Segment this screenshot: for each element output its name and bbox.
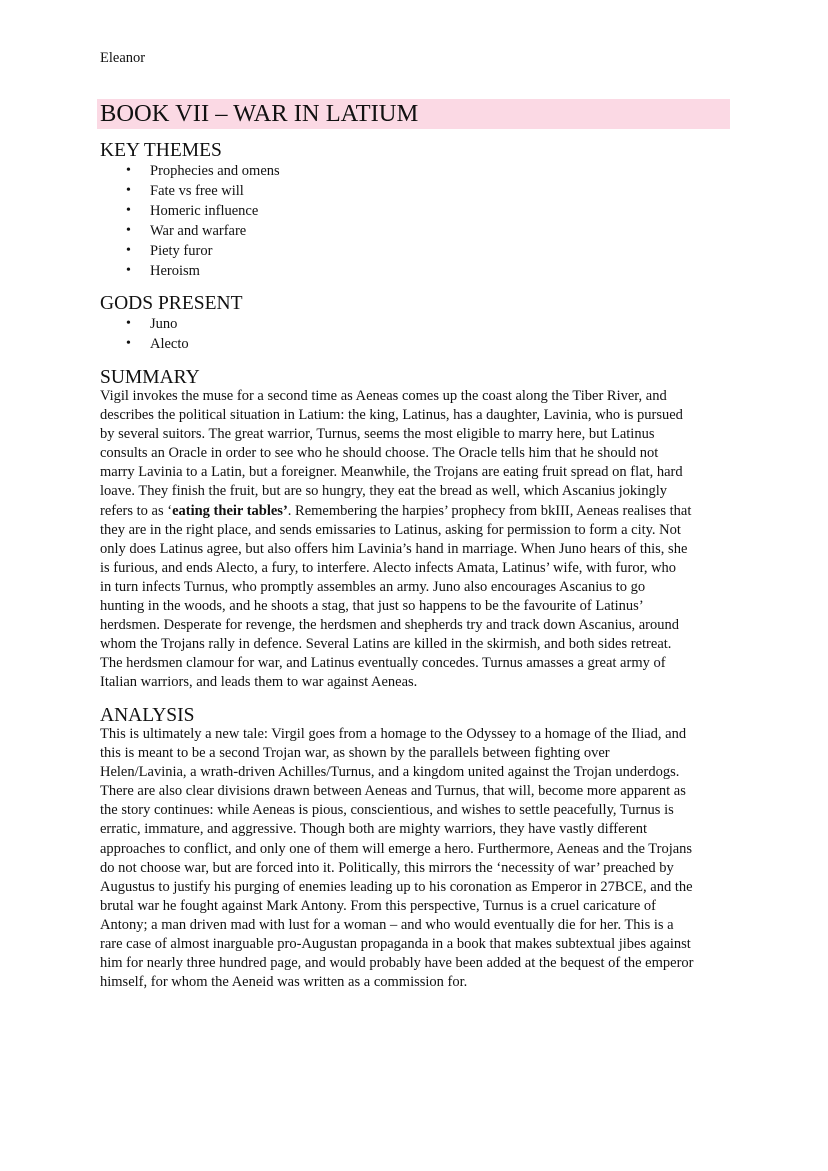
text-line: only does Latinus agree, but also offers him Lavinia’s hand in marriage. When Juno hears of this, she xyxy=(100,540,688,557)
text-line: whom the Trojans rally in defence. Several Latins are killed in the skirmish, and both sides retreat. xyxy=(100,636,672,653)
list-item-text: Alecto xyxy=(150,336,189,352)
text-line: herdsmen. Desperate for revenge, the herdsmen and shepherds try and track down Ascanius, around xyxy=(100,617,680,634)
page-title: BOOK VII – WAR IN LATIUM xyxy=(100,100,419,127)
list-item-text: Heroism xyxy=(150,263,200,279)
text-line: Augustus to justify his purging of enemies leading up to his coronation as Emperor in 27BCE, and the xyxy=(100,878,693,895)
bullet-icon: • xyxy=(126,163,131,178)
text-line: him for nearly three hundred page, and would probably have been added at the bequest of the emperor xyxy=(100,955,694,972)
bullet-icon: • xyxy=(126,263,131,278)
text-line: Helen/Lavinia, a wrath-driven Achilles/Turnus, and a kingdom united against the Trojan underdogs. xyxy=(100,764,680,781)
text-line: There are also clear divisions drawn between Aeneas and Turnus, that will, become more apparent as xyxy=(100,783,686,800)
text-line: erratic, immature, and aggressive. Though both are mighty warriors, they have vastly different xyxy=(100,821,648,838)
list-item-text: Piety furor xyxy=(150,243,213,259)
text-segment: refers to as ‘ xyxy=(100,502,173,519)
text-line: the story continues: while Aeneas is pious, conscientious, and wishes to settle peacefully, Turnus is xyxy=(100,802,674,819)
text-line: describes the political situation in Latium: the king, Latinus, has a daughter, Lavinia, who is pursued xyxy=(100,407,683,424)
text-line: in turn infects Turnus, who promptly assembles an army. Juno also encourages Ascanius to go xyxy=(100,578,646,595)
text-line: Antony; a man driven mad with lust for a woman – and who would eventually die for her. This is a xyxy=(100,916,674,933)
gods-present-list xyxy=(100,314,189,354)
text-line: The herdsmen clamour for war, and Latinus eventually concedes. Turnus amasses a great army of xyxy=(100,655,666,672)
text-line: rare case of almost inarguable pro-Augustan propaganda in a book that makes subtextual jibes against xyxy=(100,936,691,953)
text-line: consults an Oracle in order to see who he should choose. The Oracle tells him that he should not xyxy=(100,445,659,462)
text-line: approaches to conflict, and only one of them will emerge a hero. Furthermore, Aeneas and the Trojans xyxy=(100,840,693,857)
list-item-text: Homeric influence xyxy=(150,203,259,219)
list-item xyxy=(100,241,280,261)
bullet-icon: • xyxy=(126,243,131,258)
key-themes-list xyxy=(100,161,280,281)
summary-paragraph xyxy=(100,387,732,693)
text-line: himself, for whom the Aeneid was written as a commission for. xyxy=(100,974,468,991)
summary-heading: SUMMARY xyxy=(100,367,200,388)
analysis-paragraph xyxy=(100,725,732,992)
list-item-text: Prophecies and omens xyxy=(150,163,280,179)
text-line: This is ultimately a new tale: Virgil goes from a homage to the Odyssey to a homage of the Iliad, and xyxy=(100,726,687,742)
text-line: do not choose war, but are forced into it. Politically, this mirrors the ‘necessity of war’ preached by xyxy=(100,859,674,876)
list-item xyxy=(100,181,280,201)
bullet-icon: • xyxy=(126,203,131,218)
text-line: is furious, and ends Alecto, a fury, to interfere. Alecto infects Amata, Latinus’ wife, with furor, who xyxy=(100,559,677,576)
bullet-icon: • xyxy=(126,316,131,331)
text-line: Vigil invokes the muse for a second time as Aeneas comes up the coast along the Tiber River, and xyxy=(100,388,667,404)
list-item xyxy=(100,201,280,221)
list-item xyxy=(100,221,280,241)
text-line: by several suitors. The great warrior, Turnus, seems the most eligible to marry here, but Latinus xyxy=(100,426,655,443)
text-segment: . Remembering the harpies’ prophecy from bkIII, Aeneas realises that xyxy=(287,502,692,519)
text-line: hunting in the woods, and he shoots a stag, that just so happens to be the favourite of Latinus’ xyxy=(100,598,644,615)
text-line: loave. They finish the fruit, but are so hungry, they eat the bread as well, which Ascanius jokingly xyxy=(100,483,667,500)
bullet-icon: • xyxy=(126,223,131,238)
text-line: they are in the right place, and sends emissaries to Latinus, asking for permission to form a city. Not xyxy=(100,521,681,538)
key-themes-heading: KEY THEMES xyxy=(100,140,222,161)
bold-phrase: eating their tables’ xyxy=(172,502,288,519)
author-name: Eleanor xyxy=(100,50,146,66)
text-line xyxy=(100,502,732,521)
list-item xyxy=(100,261,280,281)
text-line: Italian warriors, and leads them to war against Aeneas. xyxy=(100,674,418,691)
text-line: this is meant to be a second Trojan war, as shown by the parallels between fighting over xyxy=(100,745,610,762)
gods-present-heading: GODS PRESENT xyxy=(100,293,243,314)
bullet-icon: • xyxy=(126,183,131,198)
list-item-text: Fate vs free will xyxy=(150,183,244,199)
list-item xyxy=(100,314,189,334)
list-item-text: Juno xyxy=(150,316,178,332)
list-item xyxy=(100,334,189,354)
bullet-icon: • xyxy=(126,336,131,351)
text-line: brutal war he fought against Mark Antony. From this perspective, Turnus is a cruel caricature of xyxy=(100,897,656,914)
analysis-heading: ANALYSIS xyxy=(100,705,195,726)
list-item-text: War and warfare xyxy=(150,223,247,239)
text-line: marry Lavinia to a Latin, but a foreigner. Meanwhile, the Trojans are eating fruit spread on flat, hard xyxy=(100,464,683,481)
list-item xyxy=(100,161,280,181)
